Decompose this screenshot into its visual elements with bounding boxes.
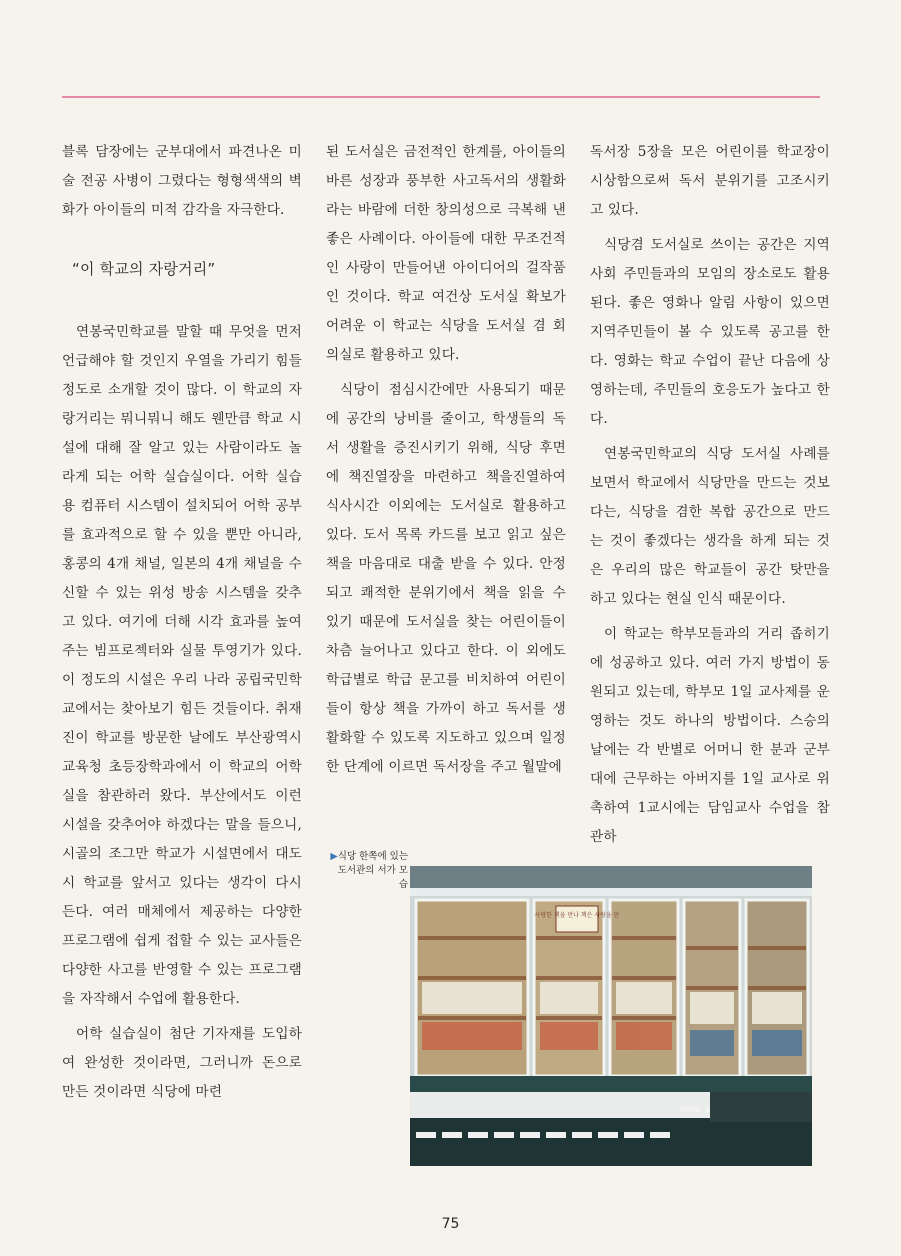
paragraph: 연봉국민학교를 말할 때 무엇을 먼저 언급해야 할 것인지 우열을 가리기 힘들 정도로 소개할 것이 많다. 이 학교의 자랑거리는 뭐니뭐니 해도 웬만큼 학교 시설에 대해 잘 알고 있는 사람이라도 놀라게 되는 어학 실습실이다. 어학 실습용 컴퓨터 시스템이 설치되어 어학 공부를 효과적으로 할 수 있을 뿐만 아니라, 홍콩의 4개 채널, 일본의 4개 채널을 수신할 수 있는 위성 방송 시스템을 갖추고 있다. 여기에 더해 시각 효과를 높여주는 빔프로젝터와 실물 투영기가 있다. 이 정도의 시설은 우리 나라 공립국민학교에서는 찾아보기 힘든 것들이다. 취재진이 학교를 방문한 날에도 부산광역시 교육청 초등장학과에서 이 학교의 어학실을 참관하러 왔다. 부산에서도 이런 시설을 갖추어야 하겠다는 말을 들으니, 시골의 조그만 학교가 시설면에서 대도시 학교를 앞서고 있다는 생각이 다시 든다. 여러 매체에서 제공하는 다양한 프로그램에 쉽게 접할 수 있는 교사들은 다양한 사고를 반영할 수 있는 프로그램을 자작해서 수업에 활용한다. bbox=[62, 324, 302, 1007]
paragraph: 이 학교는 학부모들과의 거리 좁히기에 성공하고 있다. 여러 가지 방법이 동원되고 있는데, 학부모 1일 교사제를 운영하는 것도 하나의 방법이다. 스승의 날에는 각 반별로 어머니 한 분과 군부대에 근무하는 아버지를 1일 교사로 위촉하여 1교시에는 담임교사 수업을 참관하 bbox=[590, 626, 830, 845]
page-number: 75 bbox=[441, 1216, 460, 1232]
paragraph: 연봉국민학교의 식당 도서실 사례를 보면서 학교에서 식당만을 만드는 것보다는, 식당을 겸한 복합 공간으로 만드는 것이 좋겠다는 생각을 하게 되는 것은 우리의 많은 학교들이 공간 탓만을 하고 있다는 현실 인식 때문이다. bbox=[590, 446, 830, 607]
paragraph: 독서장 5장을 모은 어린이를 학교장이 시상함으로써 독서 분위기를 고조시키고 있다. bbox=[590, 144, 830, 218]
caption-text: 식당 한쪽에 있는 도서관의 서가 모습 bbox=[337, 851, 408, 890]
top-rule bbox=[62, 96, 820, 98]
text-column-1 bbox=[62, 138, 302, 1113]
caption-marker-icon: ▶ bbox=[330, 851, 338, 862]
paragraph: 블록 담장에는 군부대에서 파견나온 미술 전공 사병이 그렸다는 형형색색의 벽화가 아이들의 미적 감각을 자극한다. bbox=[62, 144, 302, 218]
paragraph: 식당겸 도서실로 쓰이는 공간은 지역 사회 주민들과의 모임의 장소로도 활용된다. 좋은 영화나 알림 사항이 있으면 지역주민들이 볼 수 있도록 공고를 한다. 영화는 학교 수업이 끝난 다음에 상영하는데, 주민들의 호응도가 높다고 한다. bbox=[590, 237, 830, 427]
library-shelf-photo bbox=[410, 866, 812, 1166]
paragraph: 식당이 점심시간에만 사용되기 때문에 공간의 낭비를 줄이고, 학생들의 독서 생활을 증진시키기 위해, 식당 후면에 책진열장을 마련하고 책을진열하여 식사시간 이외에는 도서실로 활용하고 있다. 도서 목록 카드를 보고 읽고 싶은 책을 마음대로 대출 받을 수 있다. 안정되고 쾌적한 분위기에서 책을 읽을 수 있기 때문에 도서실을 찾는 어린이들이 차츰 늘어나고 있다고 한다. 이 외에도 학급별로 학급 문고를 비치하여 어린이들이 항상 책을 가까이 하고 독서를 생활화할 수 있도록 지도하고 있으며 일정한 단계에 이르면 독서장을 주고 월말에 bbox=[326, 382, 566, 775]
paragraph: 된 도서실은 금전적인 한계를, 아이들의 바른 성장과 풍부한 사고독서의 생활화라는 바람에 더한 창의성으로 극복해 낸 좋은 사례이다. 아이들에 대한 무조건적인 사랑이 만들어낸 아이디어의 걸작품인 것이다. 학교 여건상 도서실 확보가 어려운 이 학교는 식당을 도서실 겸 회의실로 활용하고 있다. bbox=[326, 144, 566, 363]
section-heading: “이 학교의 자랑거리” bbox=[72, 260, 216, 278]
shelf-sign-text: 사랑한 책을 만나 책은 사람을 만 bbox=[534, 912, 620, 919]
photo-illustration bbox=[410, 866, 812, 1166]
paragraph: 어학 실습실이 첨단 기자재를 도입하여 완성한 것이라면, 그러니까 돈으로 만든 것이라면 식당에 마련 bbox=[62, 1026, 302, 1100]
text-column-3 bbox=[590, 138, 830, 858]
text-column-2 bbox=[326, 138, 566, 788]
photo-caption bbox=[330, 850, 408, 892]
